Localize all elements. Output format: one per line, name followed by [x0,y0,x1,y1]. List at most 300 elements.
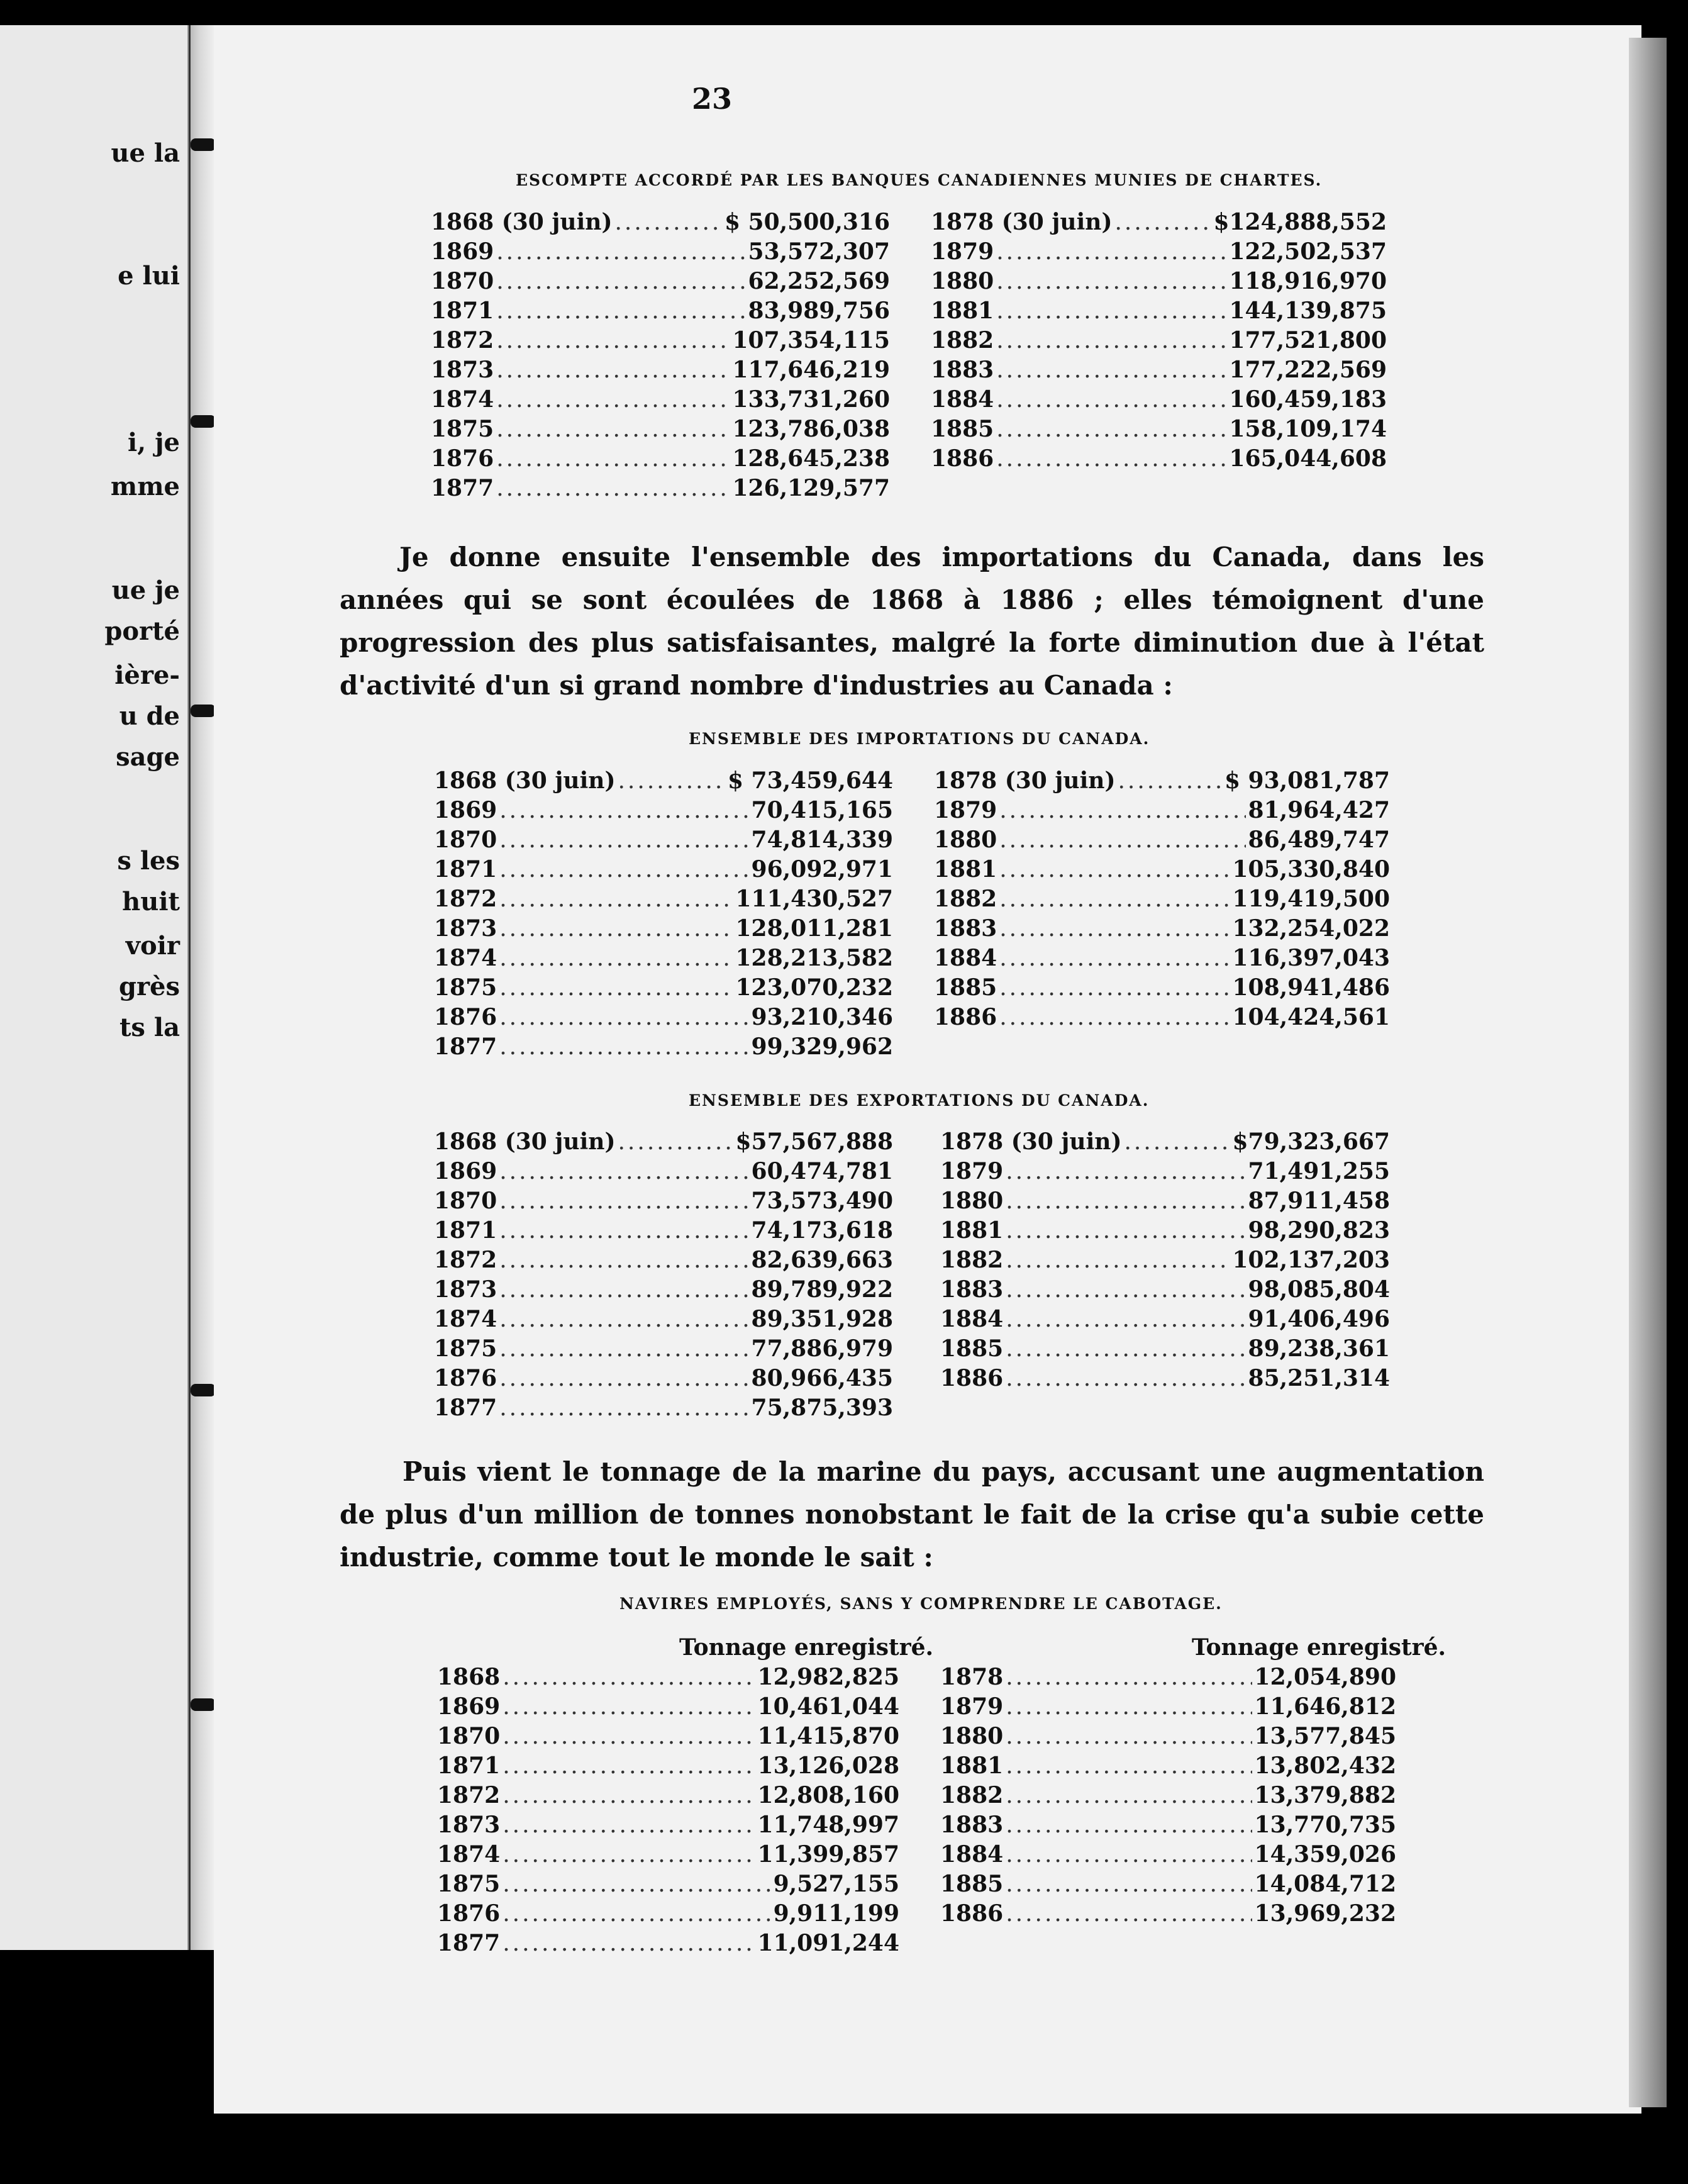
row-value: 80,966,435 [751,1365,893,1391]
row-year: 1870 [434,1188,497,1214]
table-row [931,296,1387,326]
table-row [431,355,890,385]
row-year: 1869 [434,1158,497,1184]
row-year: 1877 [434,1395,497,1421]
row-year: 1882 [940,1247,1004,1273]
paragraph-tonnage-intro: Puis vient le tonnage de la marine du pays, accusant une augmentation de plus d'un million de tonnes nonobstant le fait de la crise qu'a subie cette industrie, comme tout le monde le sait : [340,1456,1484,1573]
leader-dots [614,208,721,237]
left-fragment: porté [104,616,180,646]
row-year: 1873 [434,1276,497,1303]
row-year: 1871 [431,298,494,324]
row-year: 1871 [437,1752,501,1779]
navires-left-column [437,1663,899,1958]
table-row [431,296,890,326]
table-row [437,1663,899,1692]
row-year: 1877 [431,475,494,501]
leader-dots [618,1127,733,1157]
table-row [434,914,893,944]
leader-dots [996,237,1226,267]
leader-dots [499,884,733,914]
row-year: 1875 [434,1335,497,1362]
row-value: 89,238,361 [1248,1335,1390,1362]
row-value: 116,397,043 [1232,945,1390,971]
row-year: 1872 [434,1247,497,1273]
table-row [434,884,893,914]
left-fragment: voir [125,931,180,961]
table-row [940,1840,1396,1869]
row-value: 177,521,800 [1229,327,1387,354]
table-row [934,825,1390,855]
table-row [437,1722,899,1751]
left-fragment: s les [117,846,180,876]
table-row [934,884,1390,914]
leader-dots [496,326,730,355]
document-page [214,25,1641,2114]
row-value: 14,359,026 [1254,1841,1396,1868]
table-row [934,944,1390,973]
row-year: 1880 [940,1188,1004,1214]
table-row [437,1929,899,1958]
row-value: 12,054,890 [1254,1664,1396,1690]
row-year: 1868 (30 juin) [434,1128,616,1155]
row-value: 105,330,840 [1232,856,1390,883]
row-value: $ 73,459,644 [727,767,893,794]
row-value: 123,786,038 [732,416,890,442]
row-year: 1883 [934,915,997,942]
row-year: 1874 [434,1306,497,1332]
row-year: 1878 (30 juin) [934,767,1116,794]
left-fragment: ue je [111,576,180,605]
row-value: 83,989,756 [748,298,890,324]
row-year: 1881 [940,1752,1004,1779]
leader-dots [499,1216,748,1245]
binding-stitch [191,138,216,151]
leader-dots [503,1663,755,1692]
table-row [434,1003,893,1032]
row-value: 126,129,577 [732,475,890,501]
row-year: 1885 [940,1871,1004,1897]
leader-dots [1006,1840,1252,1869]
row-year: 1874 [437,1841,501,1868]
row-value: 158,109,174 [1229,416,1387,442]
table-row [940,1810,1396,1840]
leader-dots [503,1810,755,1840]
row-year: 1875 [437,1871,501,1897]
row-year: 1876 [434,1004,497,1030]
navires-right-column [940,1663,1396,1929]
row-year: 1881 [931,298,994,324]
row-value: 13,577,845 [1254,1723,1396,1749]
table-row [437,1840,899,1869]
row-value: 81,964,427 [1248,797,1390,823]
leader-dots [499,1364,748,1393]
leader-dots [496,385,730,415]
row-value: 73,573,490 [751,1188,893,1214]
left-page-fragment [0,25,189,1950]
row-year: 1880 [940,1723,1004,1749]
row-value: 128,645,238 [732,445,890,472]
row-year: 1873 [437,1812,501,1838]
leader-dots [1006,1692,1252,1722]
leader-dots [496,296,745,326]
table-row [431,267,890,296]
table-row [431,326,890,355]
leader-dots [1006,1305,1245,1334]
table-row [940,1663,1396,1692]
table-row [437,1692,899,1722]
row-year: 1883 [940,1812,1004,1838]
leader-dots [1006,1245,1230,1275]
row-year: 1875 [434,974,497,1001]
row-value: 133,731,260 [732,386,890,413]
leader-dots [503,1899,770,1929]
leader-dots [496,474,730,503]
row-value: 11,399,857 [757,1841,899,1868]
row-year: 1871 [434,856,497,883]
table-title-escompte: ESCOMPTE ACCORDÉ PAR LES BANQUES CANADIENNES MUNIES DE CHARTES. [516,171,1323,189]
row-value: $57,567,888 [735,1128,893,1155]
table-row [434,1127,893,1157]
row-value: 13,379,882 [1254,1782,1396,1808]
row-year: 1882 [934,886,997,912]
table-row [431,237,890,267]
row-year: 1873 [434,915,497,942]
table-title-navires: NAVIRES EMPLOYÉS, SANS Y COMPRENDRE LE CABOTAGE. [619,1595,1223,1613]
table-row [934,855,1390,884]
leader-dots [999,796,1245,825]
importations-right-column [934,766,1390,1032]
row-year: 1868 (30 juin) [434,767,616,794]
row-value: 11,646,812 [1254,1693,1396,1720]
exportations-right-column [940,1127,1390,1393]
leader-dots [999,855,1230,884]
row-value: 60,474,781 [751,1158,893,1184]
row-year: 1882 [940,1782,1004,1808]
row-year: 1885 [940,1335,1004,1362]
table-row [940,1275,1390,1305]
table-row [434,1305,893,1334]
table-row [940,1157,1390,1186]
row-year: 1869 [434,797,497,823]
leader-dots [1118,766,1221,796]
row-year: 1872 [437,1782,501,1808]
leader-dots [499,1275,748,1305]
leader-dots [499,973,733,1003]
leader-dots [499,1032,748,1062]
left-fragment: sage [116,742,180,772]
leader-dots [999,884,1230,914]
leader-dots [1006,1781,1252,1810]
row-year: 1884 [940,1841,1004,1868]
row-value: 99,329,962 [751,1034,893,1060]
row-year: 1886 [940,1365,1004,1391]
leader-dots [1006,1157,1245,1186]
binding-stitch [191,1698,216,1711]
leader-dots [503,1781,755,1810]
table-row [931,237,1387,267]
row-value: 98,085,804 [1248,1276,1390,1303]
row-year: 1879 [940,1158,1004,1184]
row-value: 118,916,970 [1229,268,1387,294]
leader-dots [499,1334,748,1364]
row-value: 119,419,500 [1232,886,1390,912]
row-value: 53,572,307 [748,238,890,265]
table-row [940,1781,1396,1810]
table-title-exportations: ENSEMBLE DES EXPORTATIONS DU CANADA. [689,1091,1150,1110]
left-fragment: u de [119,701,180,731]
leader-dots [996,296,1226,326]
row-value: 11,091,244 [757,1930,899,1956]
leader-dots [1114,208,1211,237]
page-number: 23 [692,82,733,116]
row-year: 1869 [431,238,494,265]
table-row [431,474,890,503]
table-row [434,855,893,884]
leader-dots [496,444,730,474]
table-row [434,1216,893,1245]
row-year: 1869 [437,1693,501,1720]
table-row [434,944,893,973]
leader-dots [1006,1869,1252,1899]
table-row [434,973,893,1003]
leader-dots [999,825,1245,855]
row-year: 1883 [931,357,994,383]
row-value: 11,415,870 [757,1723,899,1749]
row-year: 1884 [934,945,997,971]
left-fragment: grès [118,972,180,1001]
row-year: 1868 [437,1664,501,1690]
row-value: 9,911,199 [773,1900,899,1927]
table-row [434,1393,893,1423]
leader-dots [499,944,733,973]
row-value: 13,770,735 [1254,1812,1396,1838]
leader-dots [499,1245,748,1275]
leader-dots [503,1929,755,1958]
row-value: 165,044,608 [1229,445,1387,472]
table-row [934,914,1390,944]
left-fragment: e lui [118,261,180,291]
row-value: $79,323,667 [1232,1128,1390,1155]
table-row [431,385,890,415]
table-row [934,973,1390,1003]
table-row [434,1245,893,1275]
table-row [437,1751,899,1781]
row-year: 1876 [437,1900,501,1927]
table-row [940,1751,1396,1781]
row-year: 1884 [931,386,994,413]
leader-dots [496,237,745,267]
left-fragment: mme [110,472,180,501]
table-row [940,1127,1390,1157]
leader-dots [496,355,730,385]
table-row [434,766,893,796]
leader-dots [999,973,1230,1003]
row-value: 12,982,825 [757,1664,899,1690]
row-value: 13,969,232 [1254,1900,1396,1927]
table-row [434,1186,893,1216]
row-year: 1871 [434,1217,497,1244]
leader-dots [499,796,748,825]
table-row [934,1003,1390,1032]
leader-dots [996,415,1226,444]
row-year: 1879 [931,238,994,265]
row-value: 128,011,281 [735,915,893,942]
row-value: 108,941,486 [1232,974,1390,1001]
row-year: 1872 [434,886,497,912]
row-year: 1872 [431,327,494,354]
leader-dots [499,1003,748,1032]
table-row [434,1275,893,1305]
table-row [940,1245,1390,1275]
leader-dots [1006,1899,1252,1929]
row-value: 122,502,537 [1229,238,1387,265]
row-value: 75,875,393 [751,1395,893,1421]
row-year: 1879 [940,1693,1004,1720]
row-value: 102,137,203 [1232,1247,1390,1273]
row-value: 9,527,155 [773,1871,899,1897]
table-row [934,766,1390,796]
table-title-importations: ENSEMBLE DES IMPORTATIONS DU CANADA. [689,730,1150,748]
row-year: 1870 [431,268,494,294]
row-value: 86,489,747 [1248,827,1390,853]
table-row [434,825,893,855]
row-year: 1884 [940,1306,1004,1332]
table-row [437,1810,899,1840]
leader-dots [1006,1722,1252,1751]
table-row [931,267,1387,296]
paragraph-importations-intro: Je donne ensuite l'ensemble des importations du Canada, dans les années qui se sont écoulées de 1868 à 1886 ; elles témoignent d'une progression des plus satisfaisantes, malgré la forte diminution due à l'état d'activité d'un si grand nombre d'industries au Canada : [340,542,1484,701]
table-row [437,1781,899,1810]
row-value: $ 93,081,787 [1224,767,1390,794]
row-year: 1882 [931,327,994,354]
leader-dots [499,1186,748,1216]
leader-dots [1006,1364,1245,1393]
table-row [940,1334,1390,1364]
table-row [940,1899,1396,1929]
escompte-right-column [931,208,1387,474]
table-row [940,1305,1390,1334]
row-value: 89,789,922 [751,1276,893,1303]
row-year: 1879 [934,797,997,823]
row-value: 177,222,569 [1229,357,1387,383]
leader-dots [996,355,1226,385]
leader-dots [499,1393,748,1423]
leader-dots [1006,1810,1252,1840]
leader-dots [499,855,748,884]
row-year: 1886 [934,1004,997,1030]
table-row [434,1157,893,1186]
table-row [431,415,890,444]
importations-left-column [434,766,893,1062]
leader-dots [996,444,1226,474]
leader-dots [999,944,1230,973]
row-year: 1880 [931,268,994,294]
row-value: 111,430,527 [735,886,893,912]
row-year: 1876 [431,445,494,472]
row-value: $124,888,552 [1213,209,1387,235]
table-row [437,1899,899,1929]
leader-dots [1006,1663,1252,1692]
escompte-left-column [431,208,890,503]
table-row [437,1869,899,1899]
row-year: 1877 [434,1034,497,1060]
row-value: $ 50,500,316 [724,209,890,235]
leader-dots [999,1003,1230,1032]
leader-dots [1006,1275,1245,1305]
table-row [931,208,1387,237]
leader-dots [1006,1216,1245,1245]
leader-dots [1124,1127,1230,1157]
row-year: 1870 [437,1723,501,1749]
row-year: 1874 [431,386,494,413]
row-value: 70,415,165 [751,797,893,823]
left-fragment: ue la [111,138,180,168]
leader-dots [503,1840,755,1869]
page-edge-shadow [1629,38,1667,2107]
row-value: 93,210,346 [751,1004,893,1030]
table-row [434,1364,893,1393]
row-value: 82,639,663 [751,1247,893,1273]
binding-stitch [191,705,216,717]
row-year: 1875 [431,416,494,442]
row-year: 1870 [434,827,497,853]
row-year: 1877 [437,1930,501,1956]
tonnage-header-right: Tonnage enregistré. [1192,1634,1446,1661]
leader-dots [499,914,733,944]
table-row [931,385,1387,415]
table-row [934,796,1390,825]
row-value: 144,139,875 [1229,298,1387,324]
row-year: 1886 [940,1900,1004,1927]
row-year: 1878 (30 juin) [940,1128,1122,1155]
row-value: 10,461,044 [757,1693,899,1720]
row-value: 74,173,618 [751,1217,893,1244]
row-value: 104,424,561 [1232,1004,1390,1030]
leader-dots [499,1157,748,1186]
leader-dots [1006,1334,1245,1364]
left-fragment: huit [122,887,180,916]
row-value: 13,126,028 [757,1752,899,1779]
leader-dots [996,385,1226,415]
row-year: 1878 (30 juin) [931,209,1113,235]
row-value: 91,406,496 [1248,1306,1390,1332]
table-row [940,1692,1396,1722]
row-value: 71,491,255 [1248,1158,1390,1184]
row-value: 123,070,232 [735,974,893,1001]
leader-dots [996,326,1226,355]
row-year: 1886 [931,445,994,472]
tonnage-header-left: Tonnage enregistré. [679,1634,934,1661]
leader-dots [1006,1751,1252,1781]
row-value: 74,814,339 [751,827,893,853]
table-row [434,1334,893,1364]
book-binding [189,25,214,1950]
row-value: 132,254,022 [1232,915,1390,942]
leader-dots [496,415,730,444]
row-value: 62,252,569 [748,268,890,294]
row-value: 98,290,823 [1248,1217,1390,1244]
row-year: 1874 [434,945,497,971]
left-fragment: ière- [114,660,180,690]
left-fragment: ts la [119,1013,180,1042]
table-row [940,1869,1396,1899]
leader-dots [499,1305,748,1334]
row-year: 1880 [934,827,997,853]
exportations-left-column [434,1127,893,1423]
table-row [940,1216,1390,1245]
table-row [434,796,893,825]
row-value: 96,092,971 [751,856,893,883]
